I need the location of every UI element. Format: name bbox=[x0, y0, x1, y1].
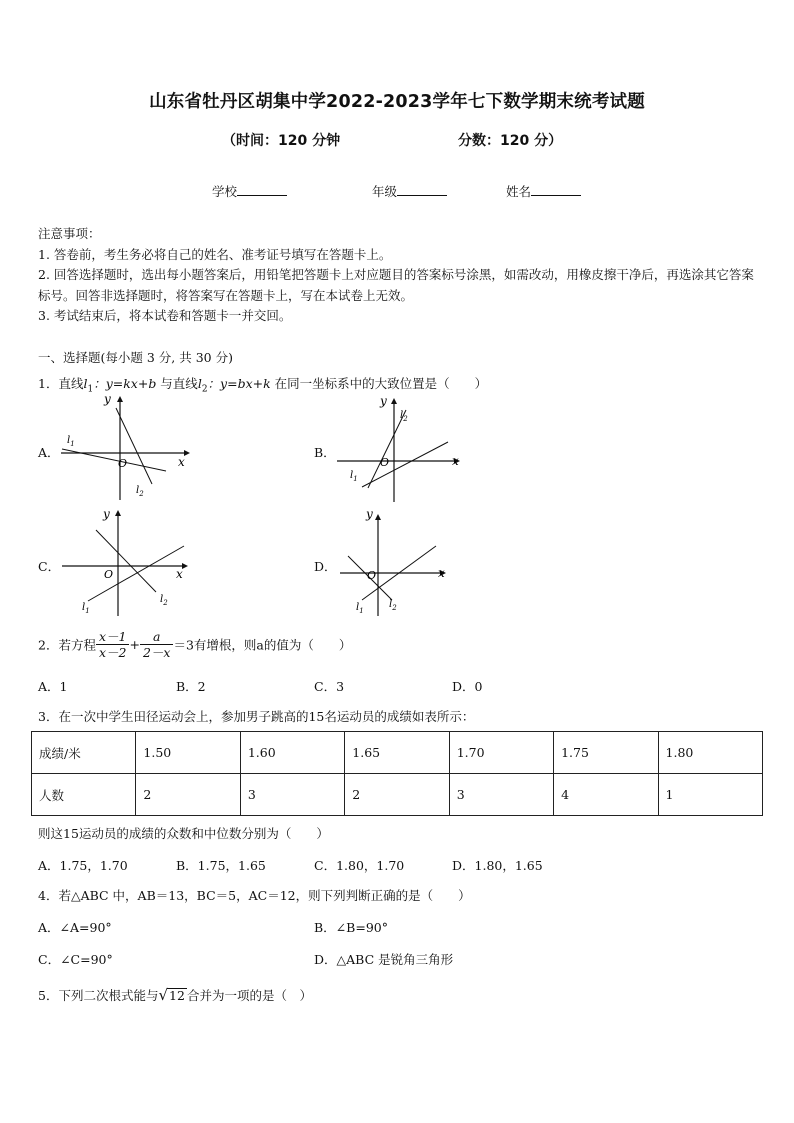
q3-option-b[interactable]: B．1.75，1.65 bbox=[176, 858, 266, 873]
note-item-2: 2. 回答选择题时，选出每小题答案后，用铅笔把答题卡上对应题目的答案标号涂黑，如需改动，用橡皮擦干净后，再选涂其它答案标号。回答非选择题时，将答案写在答题卡上，写在本试卷上无效。 bbox=[38, 267, 754, 303]
graph-a-origin: O bbox=[118, 457, 128, 470]
graph-d-y-label: y bbox=[366, 507, 373, 521]
exam-title: 山东省牡丹区胡集中学2022-2023学年七下数学期末统考试题 bbox=[149, 92, 645, 112]
q2-plus: + bbox=[129, 637, 140, 652]
q1-option-a-label[interactable]: A． bbox=[38, 445, 60, 460]
q1-l2-symbol: l bbox=[197, 376, 202, 391]
school-blank[interactable] bbox=[237, 183, 287, 196]
graph-b-x-label: x bbox=[452, 454, 459, 468]
table-cell: 人数 bbox=[32, 774, 136, 816]
table-cell: 2 bbox=[136, 774, 240, 816]
graph-c-origin: O bbox=[104, 568, 114, 581]
table-cell: 2 bbox=[345, 774, 449, 816]
grade-label: 年级 bbox=[372, 184, 398, 199]
graph-a-x-label: x bbox=[178, 455, 185, 469]
q1-option-b-label[interactable]: B． bbox=[314, 445, 336, 460]
notes-heading: 注意事项： bbox=[38, 226, 101, 241]
q2-fraction-1-num: x－1 bbox=[96, 629, 130, 645]
q2-option-b[interactable]: B．2 bbox=[176, 679, 206, 694]
table-row bbox=[32, 732, 763, 774]
note-item-1: 1. 答卷前，考生务必将自己的姓名、准考证号填写在答题卡上。 bbox=[38, 246, 392, 262]
grade-blank[interactable] bbox=[397, 183, 447, 196]
q2-prefix: 2．若方程 bbox=[38, 637, 96, 653]
q1-graph-b bbox=[332, 392, 472, 504]
table-row bbox=[32, 774, 763, 816]
q3-follow-up: 则这15运动员的成绩的众数和中位数分别为（ ） bbox=[38, 826, 329, 841]
graph-d-x-label: x bbox=[438, 566, 445, 580]
table-cell: 1.70 bbox=[449, 732, 553, 774]
q3-score-table bbox=[31, 731, 763, 816]
graph-c-y-label: y bbox=[103, 507, 110, 521]
graph-a-y-label: y bbox=[104, 392, 111, 406]
graph-a-l1-label: $l_1$ bbox=[67, 435, 75, 448]
q2-equals: ＝3 bbox=[173, 637, 194, 653]
graph-b-y-label: y bbox=[380, 394, 387, 408]
score-label: 分数：120 分） bbox=[458, 133, 563, 149]
q4-option-b[interactable]: B．∠B=90° bbox=[314, 920, 388, 935]
table-cell: 1.80 bbox=[658, 732, 762, 774]
q4-option-c[interactable]: C．∠C=90° bbox=[38, 952, 113, 967]
q1-graph-d bbox=[336, 506, 456, 618]
q2-fraction-2 bbox=[140, 629, 174, 660]
question-1-stem: 1．直线$l_1$：y=kx+b 与直线$l_2$：y=bx+k 在同一坐标系中的大致位置是（ ） bbox=[38, 376, 488, 395]
sqrt-icon: √ bbox=[158, 986, 169, 1004]
graph-d-l1-label: $l_1$ bbox=[356, 602, 364, 615]
q1-graph-a bbox=[56, 392, 196, 502]
table-cell: 3 bbox=[449, 774, 553, 816]
graph-c-x-label: x bbox=[176, 567, 183, 581]
section-heading: 一、选择题(每小题 3 分, 共 30 分) bbox=[38, 350, 233, 365]
note-item-3: 3. 考试结束后，将本试卷和答题卡一并交回。 bbox=[38, 308, 292, 323]
question-2-stem bbox=[38, 629, 351, 660]
q2-option-c[interactable]: C．3 bbox=[314, 679, 345, 694]
graph-c-l1-label: $l_1$ bbox=[82, 602, 90, 615]
name-label: 姓名 bbox=[506, 184, 532, 199]
q5-radicand: 12 bbox=[169, 988, 185, 1003]
q1-option-d-label[interactable]: D． bbox=[314, 559, 337, 574]
q1-equation-2: ：y=bx+k bbox=[207, 376, 271, 391]
table-cell: 1 bbox=[658, 774, 762, 816]
question-3-stem: 3．在一次中学生田径运动会上，参加男子跳高的15名运动员的成绩如表所示： bbox=[38, 709, 475, 724]
q4-option-a[interactable]: A．∠A=90° bbox=[38, 920, 112, 935]
table-cell: 4 bbox=[554, 774, 658, 816]
q1-l1-symbol: l bbox=[83, 376, 88, 391]
q2-fraction-1-den: x－2 bbox=[98, 645, 127, 660]
table-cell: 成绩/米 bbox=[32, 732, 136, 774]
table-cell: 1.65 bbox=[345, 732, 449, 774]
q2-fraction-2-num: a bbox=[140, 629, 174, 645]
q1-equation-1: ：y=kx+b bbox=[93, 376, 157, 391]
q3-option-d[interactable]: D．1.80，1.65 bbox=[452, 858, 543, 873]
q1-graph-c bbox=[58, 506, 198, 618]
school-label: 学校 bbox=[212, 184, 238, 199]
graph-b-l2-label: $l_2$ bbox=[400, 410, 408, 423]
name-field[interactable] bbox=[506, 182, 581, 200]
graph-d-origin: O bbox=[367, 569, 377, 582]
q5-suffix: 合并为一项的是（ ） bbox=[186, 988, 312, 1003]
q5-prefix: 5．下列二次根式能与 bbox=[38, 988, 159, 1003]
q2-option-d[interactable]: D．0 bbox=[452, 679, 483, 694]
q3-option-c[interactable]: C．1.80，1.70 bbox=[314, 858, 405, 873]
grade-field[interactable] bbox=[372, 182, 447, 200]
graph-b-origin: O bbox=[380, 456, 390, 469]
q1-mid: 与直线 bbox=[156, 376, 198, 391]
question-4-stem: 4．若△ABC 中，AB＝13，BC＝5，AC＝12，则下列判断正确的是（ ） bbox=[38, 888, 471, 903]
table-cell: 1.50 bbox=[136, 732, 240, 774]
q1-suffix: 在同一坐标系中的大致位置是（ ） bbox=[270, 376, 488, 391]
q1-prefix: 1．直线 bbox=[38, 376, 84, 391]
q2-fraction-2-den: 2－x bbox=[142, 645, 171, 660]
graph-a-l2-label: $l_2$ bbox=[136, 485, 144, 498]
table-cell: 1.60 bbox=[240, 732, 344, 774]
q4-option-d[interactable]: D．△ABC 是锐角三角形 bbox=[314, 952, 454, 967]
time-label: （时间：120 分钟 bbox=[222, 133, 341, 149]
graph-d-l2-label: $l_2$ bbox=[389, 599, 397, 612]
q1-option-c-label[interactable]: C． bbox=[38, 559, 61, 574]
name-blank[interactable] bbox=[531, 183, 581, 196]
table-cell: 1.75 bbox=[554, 732, 658, 774]
school-field[interactable] bbox=[212, 182, 287, 200]
table-cell: 3 bbox=[240, 774, 344, 816]
graph-b-l1-label: $l_1$ bbox=[350, 470, 358, 483]
question-5-stem bbox=[38, 986, 312, 1004]
q2-suffix: 有增根，则a的值为（ ） bbox=[193, 637, 352, 653]
q2-fraction-1 bbox=[96, 629, 130, 660]
q2-option-a[interactable]: A．1 bbox=[38, 679, 68, 694]
notes-block bbox=[38, 224, 762, 327]
graph-c-l2-label: $l_2$ bbox=[160, 594, 168, 607]
q3-option-a[interactable]: A．1.75，1.70 bbox=[38, 858, 128, 873]
